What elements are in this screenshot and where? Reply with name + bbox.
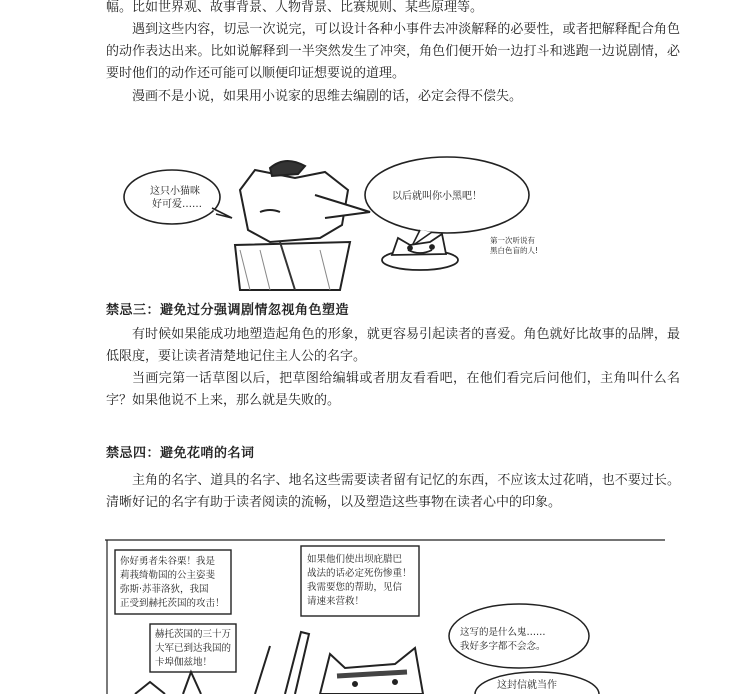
bubble-left-line1: 这只小猫咪: [150, 186, 200, 197]
note-line1: 第一次听说有: [490, 236, 535, 245]
paragraph-5: 当画完第一话草图以后，把草图给编辑或者朋友看看吧，在他们看完后问他们，主角叫什么名字？如果他说不上来，那么就是失败的。: [106, 371, 680, 408]
big-cat-character: [235, 161, 370, 290]
box3-line2: 战法的话必定死伤惨重！: [307, 568, 412, 579]
paragraph-4: 有时候如果能成功地塑造起角色的形象，就更容易引起读者的喜爱。角色就好比故事的品牌，最低限度，要让读者清楚地记住主人公的名字。: [106, 327, 680, 364]
box2-line1: 赫托茨国的三十万: [155, 629, 232, 640]
paragraph-6: 主角的名字、道具的名字、地名这些需要读者留有记忆的东西，不应该太过花哨，也不要过长。清晰好记的名字有助于读者阅读的流畅，以及塑造这些事物在读者心中的印象。: [106, 473, 680, 510]
bubble-mid-line2: 我好多字都不会念。: [460, 641, 546, 652]
box1-line3: 弥斯·苏菲洛狄，我国: [120, 584, 209, 595]
paragraph-1: 幅。比如世界观、故事背景、人物背景、比赛规则、某些原理等。: [106, 0, 484, 15]
heading-taboo-3: 禁忌三：避免过分强调剧情忽视角色塑造: [106, 303, 350, 318]
box2-line2: 大军已到达我国的: [155, 643, 232, 654]
box1-line2: 莉莪绮勒国的公主姿斐: [120, 570, 216, 581]
box3-line3: 我需要您的帮助，见信: [307, 582, 403, 593]
note-line2: 黑白色盲的人!: [490, 246, 539, 255]
bubble-bottom-text: 这封信就当作: [497, 680, 557, 691]
bubble-right-text: 以后就叫你小黑吧！: [392, 191, 482, 202]
comic-panel-cat-naming: [120, 150, 580, 290]
box3-line1: 如果他们使出坝庇腊巴: [307, 554, 403, 565]
box2-line3: 卡埠伽兹地！: [155, 657, 213, 668]
paragraph-2: 遇到这些内容，切忌一次说完，可以设计各种小事件去冲淡解释的必要性，或者把解释配合角色的动作表达出来。比如说解释到一半突然发生了冲突，角色们便开始一边打斗和逃跑一边说剧情，必要时他们的动作还可能可以顺便印证想要说的道理。: [106, 22, 680, 81]
box3-line4: 请速来营救！: [307, 596, 365, 607]
heading-taboo-4: 禁忌四：避免花哨的名词: [106, 446, 255, 461]
box1-line1: 你好勇者朱谷栗！我是: [120, 556, 216, 567]
box1-line4: 正受到赫托茨国的攻击！: [120, 598, 225, 609]
paragraph-3: 漫画不是小说，如果用小说家的思维去编剧的话，必定会得不偿失。: [132, 89, 523, 104]
comic-panel-letter: [105, 536, 665, 694]
bubble-left-line2: 好可爱……: [152, 199, 202, 210]
bubble-mid-line1: 这写的是什么鬼……: [460, 627, 546, 638]
